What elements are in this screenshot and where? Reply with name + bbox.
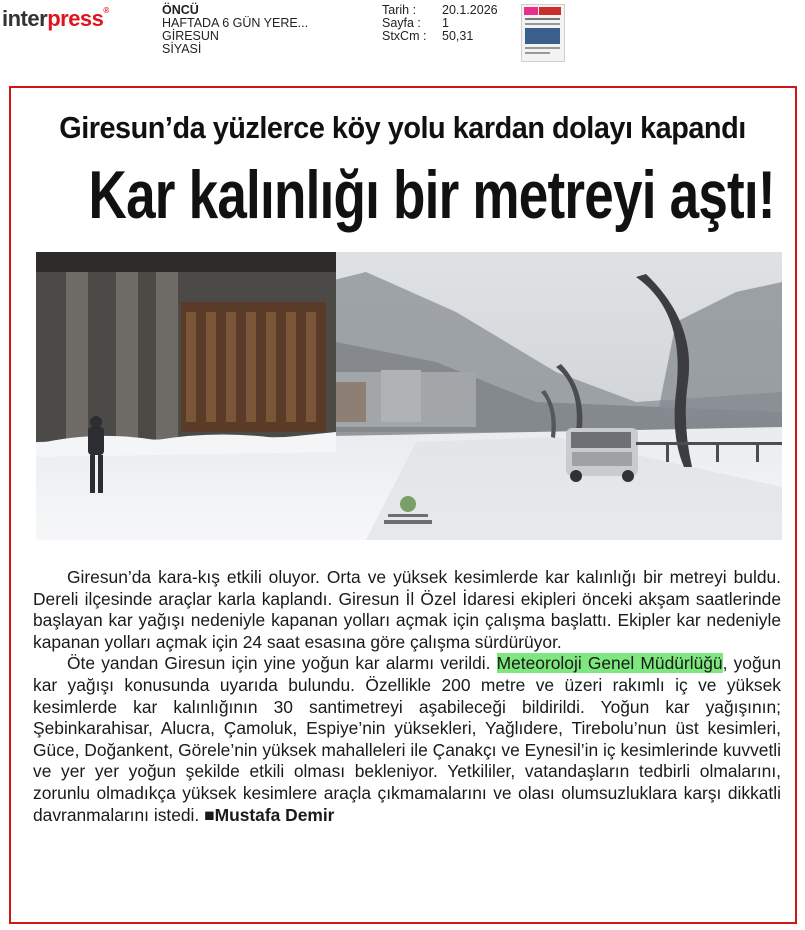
highlighted-keyword: Meteoroloji Genel Müdürlüğü <box>496 653 723 674</box>
page-value: 1 <box>442 16 449 30</box>
page-label: Sayfa : <box>382 16 421 30</box>
author-signature: ■Mustafa Demir <box>204 804 335 825</box>
date-label: Tarih : <box>382 3 417 17</box>
clip-meta <box>382 4 498 43</box>
logo-registered-mark: ® <box>103 6 109 15</box>
logo-text-press: press <box>47 6 104 31</box>
article-photo <box>36 252 782 540</box>
size-label: StxCm : <box>382 29 427 43</box>
publication-city: GİRESUN <box>162 29 219 43</box>
paragraph-1: Giresun’da kara-kış etkili oluyor. Orta ve yüksek kesimlerde kar kalınlığı bir metreyi buldu. Dereli ilçesinde araçlar karla kaplandı. Giresun İl Özel İdaresi ekipleri önceki akşam saatlerinde başlayan kar yağışı nedeniyle kapanan yolları açmak için çalışma başlattı. Ekipler kar nedeniyle kapanan yolları açmak için 24 saat esasına göre çalışma sürdürüyor. <box>33 567 781 652</box>
publication-frequency: HAFTADA 6 GÜN YERE... <box>162 16 309 30</box>
publication-category: SİYASİ <box>162 42 202 56</box>
size-value: 50,31 <box>442 29 474 43</box>
date-value: 20.1.2026 <box>442 3 498 17</box>
paragraph-2-intro: Öte yandan Giresun için yine yoğun kar alarmı verildi. <box>67 653 497 674</box>
paragraph-2-rest: , yoğun kar yağışı konusunda uyarıda bulundu. Özellikle 200 metre ve üzeri rakımlı iç ve yüksek kesimlerde kar kalınlığının 30 santimetreyi aşabileceği bildirildi. Yoğun kar yağışının; Şebinkarahisar, Alucra, Çamoluk, Espiye’nin yüksekleri, Yağlıdere, Tirebolu’nun üst kesimleri, Güce, Doğankent, Görele’nin yüksek mahalleleri ile Çanakçı ve Eynesil’in iç kesimlerinde kuvvetli ve yer yer yoğun şekilde etkili olması bekleniyor. Yetkililer, vatandaşların tedbirli olmalarını, zorunlu olmadıkça yüksek kesimlere araçla çıkmamalarını ve olası olumsuzluklara karşı dikkatli davranmalarını istedi. <box>33 653 781 825</box>
size-row <box>382 30 498 43</box>
interpress-logo <box>2 6 109 32</box>
source-info <box>162 4 308 56</box>
newspaper-thumbnail[interactable] <box>521 4 565 62</box>
logo-text-inter: inter <box>2 6 48 31</box>
paragraph-2 <box>33 653 781 826</box>
article-subheadline: Giresun’da yüzlerce köy yolu kardan dolayı kapandı <box>59 110 746 145</box>
publication-name: ÖNCÜ <box>162 3 199 17</box>
article-body <box>33 567 781 826</box>
article-headline: Kar kalınlığı bir metreyi aştı! <box>88 157 775 233</box>
